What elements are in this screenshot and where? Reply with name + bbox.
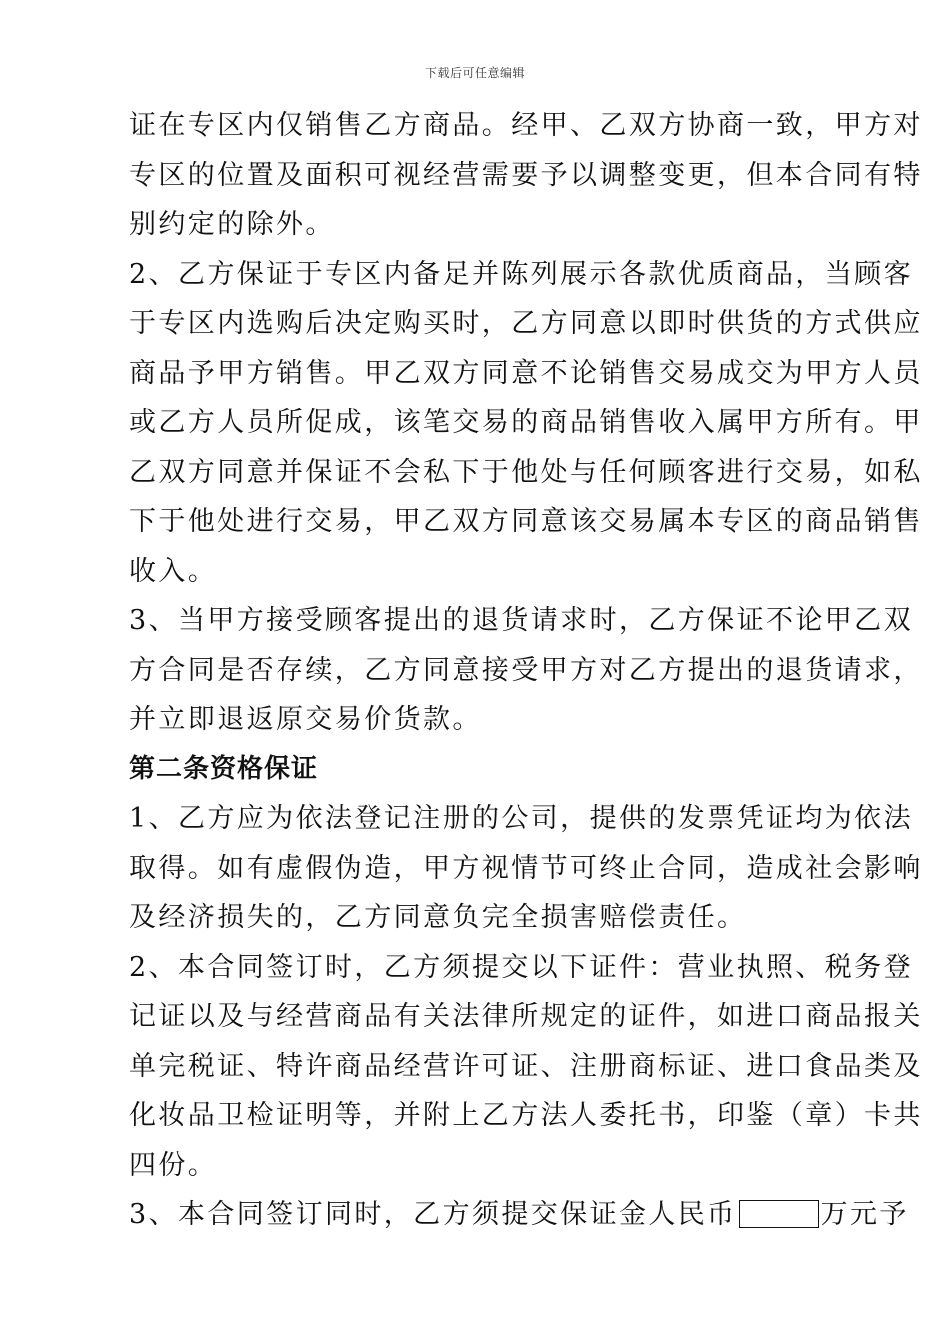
paragraph-clause-2 xyxy=(129,250,923,597)
paragraph-continuation xyxy=(129,101,923,250)
page-header: 下载后可任意编辑 xyxy=(424,66,525,80)
text-line: 并立即退返原交易价货款。 xyxy=(129,704,482,735)
text-line: 下于他处进行交易，甲乙双方同意该交易属本专区的商品销售 xyxy=(129,506,923,537)
text-line: 四份。 xyxy=(129,1149,218,1181)
text-line: 乙双方同意并保证不会私下于他处与任何顾客进行交易，如私 xyxy=(129,456,923,488)
text-line: 收入。 xyxy=(129,555,218,587)
text-after-blank: 万元予 xyxy=(820,1199,909,1230)
paragraph-qualification-2 xyxy=(129,943,923,1191)
text-line: 2、乙方保证于专区内备足并陈列展示各款优质商品，当顾客 xyxy=(129,258,913,290)
paragraph-qualification-1 xyxy=(129,794,923,943)
paragraph-qualification-3 xyxy=(129,1190,909,1240)
text-line: 记证以及与经营商品有关法律所规定的证件，如进口商品报关 xyxy=(129,1001,923,1032)
text-line: 商品予甲方销售。甲乙双方同意不论销售交易成交为甲方人员 xyxy=(129,357,923,389)
text-line: 1、乙方应为依法登记注册的公司，提供的发票凭证均为依法 xyxy=(129,803,913,834)
text-line xyxy=(129,1190,909,1240)
paragraph-clause-3 xyxy=(129,596,923,745)
text-line: 及经济损失的，乙方同意负完全损害赔偿责任。 xyxy=(129,902,747,933)
text-line: 或乙方人员所促成，该笔交易的商品销售收入属甲方所有。甲 xyxy=(129,407,923,438)
text-line: 2、本合同签订时，乙方须提交以下证件：营业执照、税务登 xyxy=(129,951,913,983)
document-body xyxy=(129,101,923,1240)
text-before-blank: 3、本合同签订同时，乙方须提交保证金人民币 xyxy=(129,1199,737,1230)
amount-blank-field[interactable] xyxy=(739,1200,819,1228)
text-line: 化妆品卫检证明等，并附上乙方法人委托书，印鉴（章）卡共 xyxy=(129,1100,923,1131)
text-line: 取得。如有虚假伪造，甲方视情节可终止合同，造成社会影响 xyxy=(129,852,923,884)
text-line: 于专区内选购后决定购买时，乙方同意以即时供货的方式供应 xyxy=(129,308,923,339)
text-line: 方合同是否存续，乙方同意接受甲方对乙方提出的退货请求， xyxy=(129,654,923,686)
text-line: 3、当甲方接受顾客提出的退货请求时，乙方保证不论甲乙双 xyxy=(129,605,913,636)
text-line: 单完税证、特许商品经营许可证、注册商标证、进口食品类及 xyxy=(129,1050,923,1082)
section-heading: 第二条资格保证 xyxy=(129,753,319,784)
text-line: 证在专区内仅销售乙方商品。经甲、乙双方协商一致，甲方对 xyxy=(129,110,923,141)
text-line: 专区的位置及面积可视经营需要予以调整变更，但本合同有特 xyxy=(129,159,923,191)
text-line: 别约定的除外。 xyxy=(129,209,335,240)
